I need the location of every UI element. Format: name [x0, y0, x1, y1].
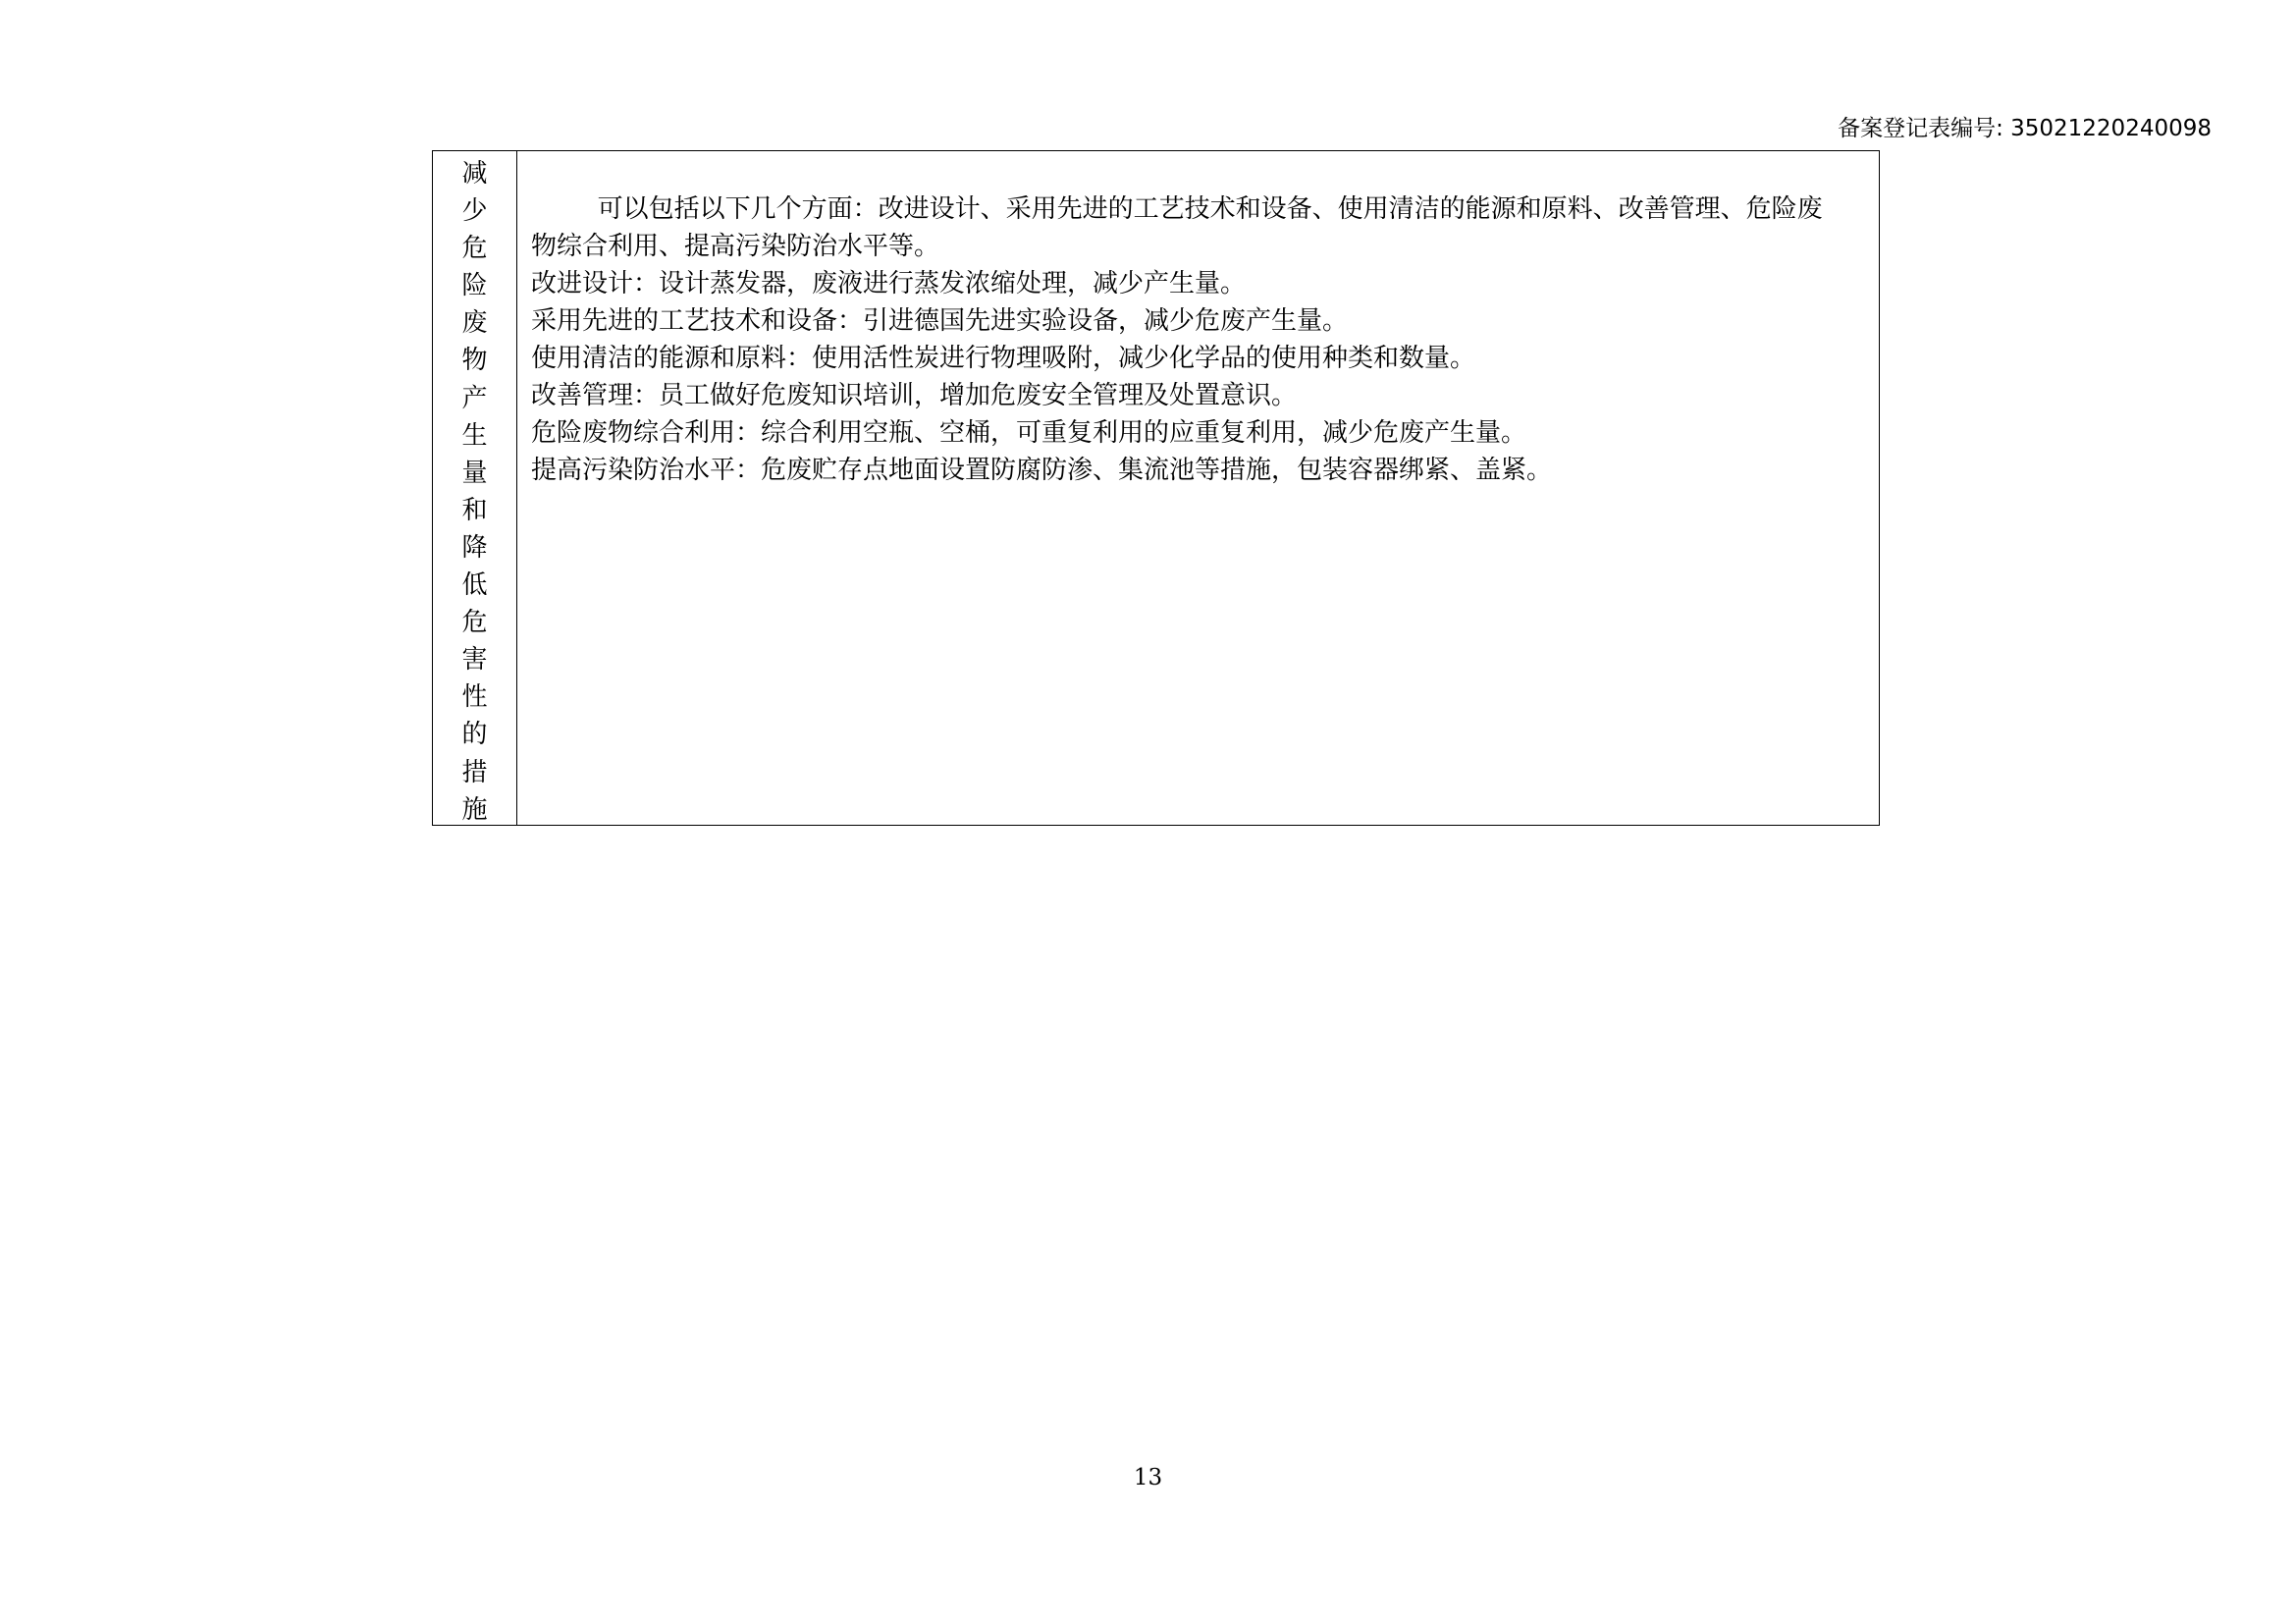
row-label-char: 措 [461, 757, 488, 787]
row-label-char: 降 [461, 532, 488, 563]
row-label-cell [433, 151, 517, 825]
row-label-char: 生 [461, 420, 488, 451]
measures-content-cell [517, 151, 1879, 825]
measure-item-clean-materials: 使用清洁的能源和原料：使用活性炭进行物理吸附，减少化学品的使用种类和数量。 [531, 344, 1476, 373]
registration-number [1838, 114, 2212, 143]
measure-item-utilization: 危险废物综合利用：综合利用空瓶、空桶，可重复利用的应重复利用，减少危废产生量。 [531, 418, 1527, 448]
row-label-char: 危 [461, 608, 488, 638]
row-label-char: 量 [461, 458, 488, 488]
row-label-char: 物 [461, 346, 488, 376]
registration-value: 35021220240098 [2010, 116, 2212, 141]
row-label-char: 害 [461, 645, 488, 676]
row-label-char: 性 [461, 682, 488, 713]
registration-label: 备案登记表编号: [1838, 116, 2003, 141]
row-label-char: 废 [461, 308, 488, 339]
row-label-char: 危 [461, 234, 488, 264]
row-label-char: 的 [461, 720, 488, 750]
waste-reduction-measures-table [432, 150, 1880, 826]
row-label-char: 施 [461, 794, 488, 825]
row-label-char: 少 [461, 196, 488, 227]
measure-item-design: 改进设计：设计蒸发器，废液进行蒸发浓缩处理，减少产生量。 [531, 269, 1247, 298]
page-number: 13 [1133, 1465, 1163, 1490]
row-label-char: 险 [461, 271, 488, 301]
row-label-char: 低 [461, 570, 488, 601]
measures-intro: 可以包括以下几个方面：改进设计、采用先进的工艺技术和设备、使用清洁的能源和原料、改善管理、危险废物综合利用、提高污染防治水平等。 [531, 194, 1823, 261]
measure-item-technology: 采用先进的工艺技术和设备：引进德国先进实验设备，减少危废产生量。 [531, 306, 1349, 336]
row-label-char: 产 [461, 383, 488, 413]
measure-item-pollution-control: 提高污染防治水平：危废贮存点地面设置防腐防渗、集流池等措施，包装容器绑紧、盖紧。 [531, 456, 1553, 485]
row-label-char: 减 [461, 159, 488, 189]
measure-item-management: 改善管理：员工做好危废知识培训，增加危废安全管理及处置意识。 [531, 381, 1298, 410]
row-label-char: 和 [461, 495, 488, 525]
